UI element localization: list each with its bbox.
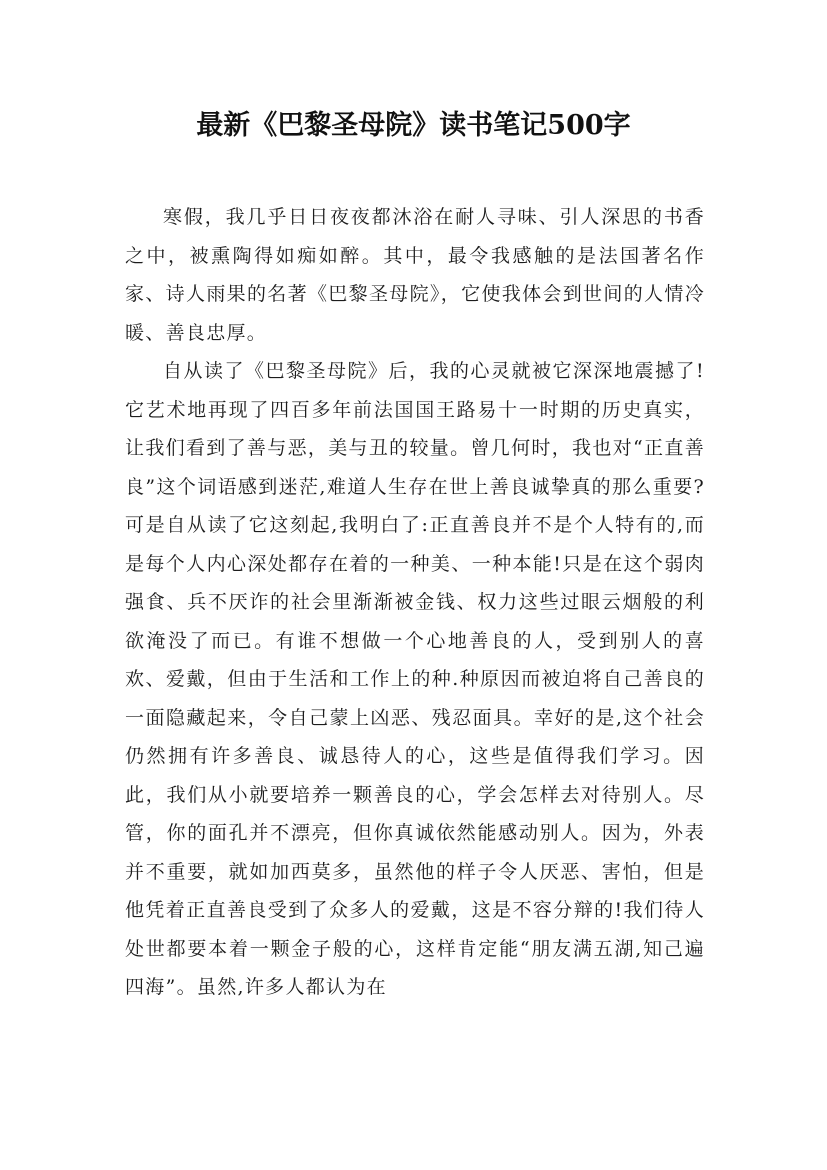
paragraph-2: 自从读了《巴黎圣母院》后，我的心灵就被它深深地震撼了!它艺术地再现了四百多年前法国国王路易十一时期的历史真实，让我们看到了善与恶，美与丑的较量。曾几何时，我也对“正直善良”这个词语感到迷茫,难道人生存在世上善良诚挚真的那么重要?可是自从读了它这刻起,我明白了:正直善良并不是个人特有的,而是每个人内心深处都存在着的一种美、一种本能!只是在这个弱肉强食、兵不厌诈的社会里渐渐被金钱、权力这些过眼云烟般的利欲淹没了而已。有谁不想做一个心地善良的人，受到别人的喜欢、爱戴，但由于生活和工作上的种.种原因而被迫将自己善良的一面隐藏起来，令自己蒙上凶恶、残忍面具。幸好的是,这个社会仍然拥有许多善良、诚恳待人的心，这些是值得我们学习。因此，我们从小就要培养一颗善良的心，学会怎样去对待别人。尽管，你的面孔并不漂亮，但你真诚依然能感动别人。因为，外表并不重要，就如加西莫多，虽然他的样子令人厌恶、害怕，但是他凭着正直善良受到了众多人的爱戴，这是不容分辩的!我们待人处世都要本着一颗金子般的心，这样肯定能“朋友满五湖,知己遍四海”。虽然,许多人都认为在 [125, 360, 705, 998]
document-title: 最新《巴黎圣母院》读书笔记500字 [196, 110, 631, 141]
paragraph-1: 寒假，我几乎日日夜夜都沐浴在耐人寻味、引人深思的书香之中，被熏陶得如痴如醉。其中，最令我感触的是法国著名作家、诗人雨果的名著《巴黎圣母院》，它使我体会到世间的人情冷暖、善良忠厚。 [125, 206, 705, 344]
document-body [125, 198, 705, 1007]
